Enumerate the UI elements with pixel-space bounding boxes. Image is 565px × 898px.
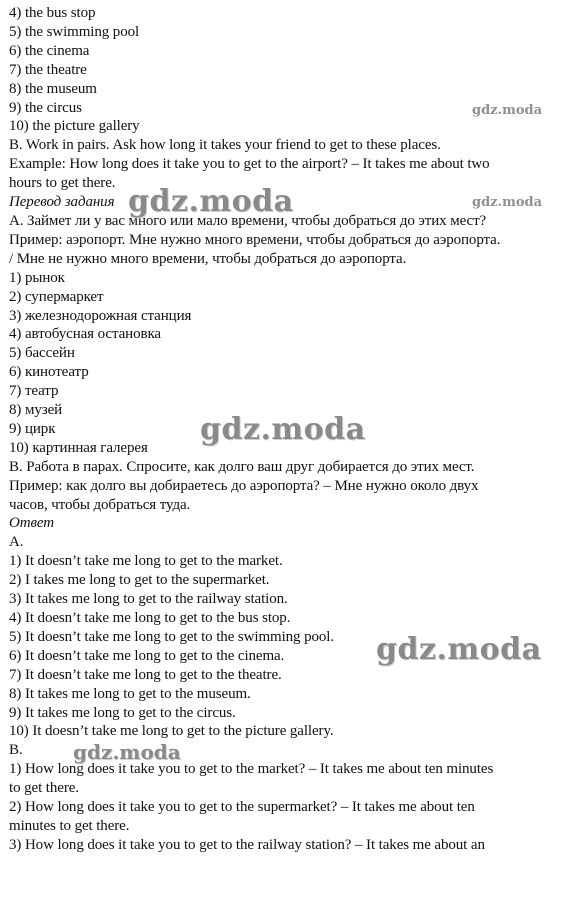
- text-line: 10) the picture gallery: [9, 118, 140, 135]
- watermark: gdz.moda: [200, 412, 366, 447]
- text-line: 10) картинная галерея: [9, 439, 148, 456]
- example-line: Example: How long does it take you to get to the airport? – It takes me about two: [9, 156, 490, 173]
- text-line: 9) the circus: [9, 99, 82, 116]
- answer-line: 1) It doesn’t take me long to get to the market.: [9, 553, 283, 570]
- text-line: / Мне не нужно много времени, чтобы добраться до аэропорта.: [9, 250, 407, 267]
- text-line: 1) рынок: [9, 269, 65, 286]
- answer-line: 2) How long does it take you to get to the supermarket? – It takes me about ten: [9, 799, 475, 816]
- example-line: hours to get there.: [9, 175, 116, 192]
- watermark: gdz.moda: [376, 632, 542, 667]
- answer-line: minutes to get there.: [9, 817, 130, 834]
- text-line: 7) the theatre: [9, 61, 87, 78]
- text-line: 2) супермаркет: [9, 288, 104, 305]
- text-line: Пример: как долго вы добираетесь до аэропорта? – Мне нужно около двух: [9, 477, 479, 494]
- watermark: gdz.moda: [472, 103, 543, 118]
- text-line: 5) бассейн: [9, 345, 75, 362]
- text-line: 6) the cinema: [9, 42, 90, 59]
- text-line: Пример: аэропорт. Мне нужно много времени, чтобы добраться до аэропорта.: [9, 231, 501, 248]
- answer-line: to get there.: [9, 780, 79, 797]
- text-line: 9) цирк: [9, 420, 56, 437]
- watermark: gdz.moda: [73, 740, 181, 764]
- answer-line: 1) How long does it take you to get to the market? – It takes me about ten minutes: [9, 761, 494, 778]
- answer-line: 4) It doesn’t take me long to get to the bus stop.: [9, 610, 291, 626]
- watermark: gdz.moda: [472, 195, 543, 210]
- answer-line: 10) It doesn’t take me long to get to the picture gallery.: [9, 723, 334, 740]
- answer-line: 3) How long does it take you to get to the railway station? – It takes me about an: [9, 836, 485, 853]
- text-line: В. Работа в парах. Спросите, как долго ваш друг добирается до этих мест.: [9, 458, 475, 475]
- text-line: 4) автобусная остановка: [9, 326, 161, 343]
- text-line: 8) the museum: [9, 80, 97, 97]
- answer-line: 5) It doesn’t take me long to get to the swimming pool.: [9, 628, 335, 645]
- task-b-heading: B. Work in pairs. Ask how long it takes your friend to get to these places.: [9, 137, 441, 154]
- text-line: 4) the bus stop: [9, 5, 96, 21]
- text-line: 8) музей: [9, 402, 63, 419]
- text-line: 3) железнодорожная станция: [9, 307, 192, 324]
- document-body: [9, 4, 559, 855]
- watermark: gdz.moda: [128, 184, 294, 219]
- answer-line: 2) I takes me long to get to the supermarket.: [9, 572, 270, 589]
- translation-heading: Перевод задания: [9, 194, 115, 211]
- answer-line: 3) It takes me long to get to the railway station.: [9, 591, 288, 608]
- answer-b-heading: B.: [9, 742, 23, 759]
- answer-line: 8) It takes me long to get to the museum.: [9, 685, 251, 702]
- answer-heading: Ответ: [9, 515, 54, 532]
- text-line: 7) театр: [9, 383, 59, 400]
- answer-line: 9) It takes me long to get to the circus.: [9, 704, 236, 721]
- text-line: 6) кинотеатр: [9, 364, 89, 381]
- answer-a-heading: A.: [9, 534, 24, 551]
- answer-line: 6) It doesn’t take me long to get to the cinema.: [9, 647, 285, 664]
- text-line: А. Займет ли у вас много или мало времени, чтобы добраться до этих мест?: [9, 212, 487, 229]
- text-line: 5) the swimming pool: [9, 23, 140, 40]
- text-line: часов, чтобы добраться туда.: [9, 496, 191, 513]
- answer-line: 7) It doesn’t take me long to get to the theatre.: [9, 666, 282, 683]
